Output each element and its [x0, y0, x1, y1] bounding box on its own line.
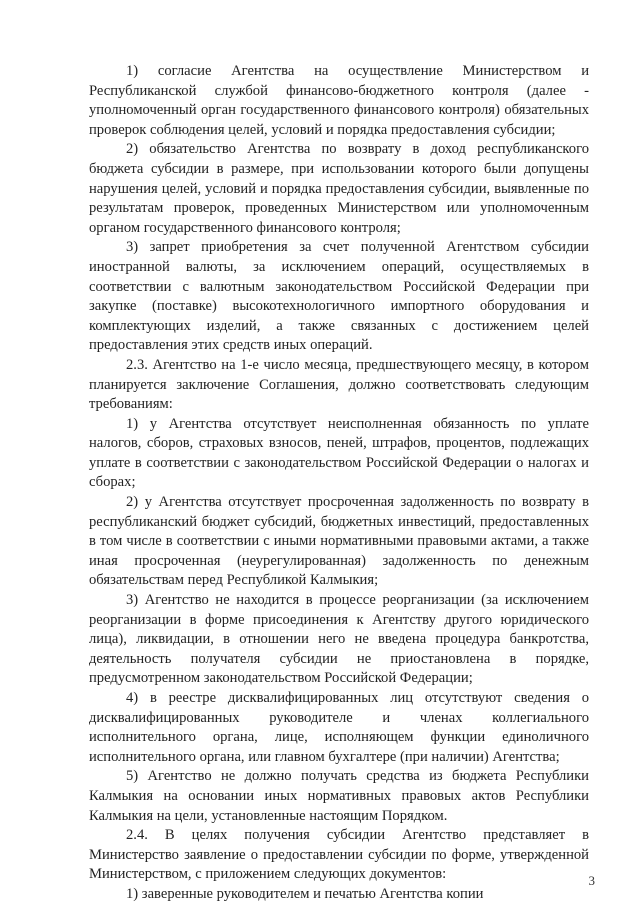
- paragraph-currency-ban: 3) запрет приобретения за счет полученной Агентством субсидии иностранной валюты, за исключением операций, осуществляемых в соответствии с валютным законодательством Российской Федерации при закупке (поставке) высокотехнологичного импортного оборудования и комплектующих изделий, а также связанных с достижением целей предоставления этих средств иных операций.: [89, 239, 589, 354]
- paragraph-req-disqualified: 4) в реестре дисквалифицированных лиц отсутствуют сведения о дисквалифицированных руководителе и членах коллегиального исполнительного органа, лице, исполняющем функции единоличного исполнительного органа, или главном бухгалтере (при наличии) Агентства;: [89, 690, 589, 765]
- paragraph-documents-1: 1) заверенные руководителем и печатью Агентства копии: [126, 885, 484, 902]
- body-text: [89, 62, 589, 905]
- paragraph-req-debt: 2) у Агентства отсутствует просроченная задолженность по возврату в республиканский бюджет субсидий, бюджетных инвестиций, предоставленных в том числе в соответствии с иными нормативными правовыми актами, а также иная просроченная (неурегулированная) задолженность по денежным обязательствам перед Республикой Калмыкия;: [89, 494, 589, 589]
- paragraph-consent: 1) согласие Агентства на осуществление Министерством и Республиканской службой финансово-бюджетного контроля (далее - уполномоченный орган государственного финансового контроля) обязательных проверок соблюдения целей, условий и порядка предоставления субсидии;: [89, 63, 589, 138]
- paragraph-section-2-3: 2.3. Агентство на 1-е число месяца, предшествующего месяцу, в котором планируется заключение Соглашения, должно соответствовать следующим требованиям:: [89, 356, 589, 413]
- paragraph-req-reorganization: 3) Агентство не находится в процессе реорганизации (за исключением реорганизации в форме присоединения к Агентству другого юридического лица), ликвидации, в отношении него не введена процедура банкротства, деятельность получателя субсидии не приостановлена в порядке, предусмотренном законодательством Российской Федерации;: [89, 592, 589, 687]
- paragraph-req-no-other-funds: 5) Агентство не должно получать средства из бюджета Республики Калмыкия на основании иных нормативных правовых актов Республики Калмыкия на цели, установленные настоящим Порядком.: [89, 768, 589, 824]
- paragraph-obligation: 2) обязательство Агентства по возврату в доход республиканского бюджета субсидии в размере, при использовании которого были допущены нарушения целей, условий и порядка предоставления субсидии, выявленные по результатам проверок, проведенных Министерством или уполномоченным органом государственного финансового контроля;: [89, 141, 589, 236]
- paragraph-req-taxes: 1) у Агентства отсутствует неисполненная обязанность по уплате налогов, сборов, страховых взносов, пеней, штрафов, процентов, подлежащих уплате в соответствии с законодательством Российской Федерации о налогах и сборах;: [89, 415, 589, 491]
- paragraph-section-2-4: 2.4. В целях получения субсидии Агентство представляет в Министерство заявление о предоставлении субсидии по форме, утвержденной Министерством, с приложением следующих документов:: [89, 827, 589, 883]
- page-number: 3: [588, 873, 595, 888]
